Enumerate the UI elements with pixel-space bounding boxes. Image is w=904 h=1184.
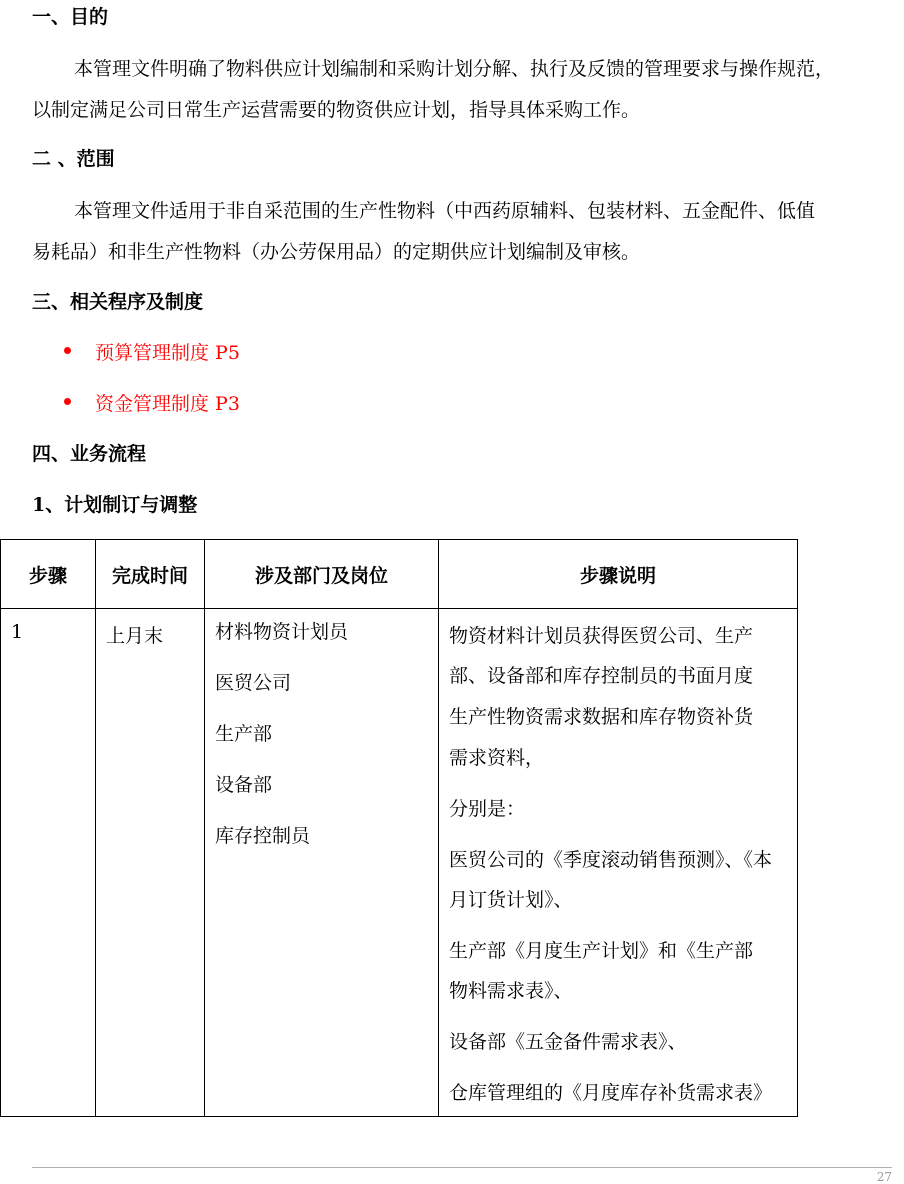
department-item: 生产部 — [215, 723, 273, 745]
section-heading-process: 四、业务流程 — [32, 443, 147, 465]
footer-divider — [32, 1167, 892, 1168]
cell-departments — [205, 609, 439, 1117]
cell-step — [1, 609, 96, 1117]
description-line: 分别是： — [449, 798, 526, 820]
description-line: 需求资料， — [449, 747, 545, 769]
subsection-heading-planning: 1、计划制订与调整 — [32, 494, 198, 516]
description-line: 设备部《五金备件需求表》、 — [449, 1031, 687, 1053]
description-line: 生产部《月度生产计划》和《生产部 — [449, 940, 754, 962]
purpose-line-2: 以制定满足公司日常生产运营需要的物资供应计划，指导具体采购工作。 — [32, 99, 641, 121]
bullet-icon — [64, 347, 71, 354]
process-steps-table — [0, 539, 798, 1117]
cell-time — [96, 609, 205, 1117]
section-heading-related: 三、相关程序及制度 — [32, 291, 204, 313]
step-number: 1 — [11, 621, 24, 643]
section-heading-scope: 二 、范围 — [32, 148, 115, 170]
scope-line-1: 本管理文件适用于非自采范围的生产性物料（中西药原辅料、包装材料、五金配件、低值 — [74, 200, 816, 222]
scope-line-2: 易耗品）和非生产性物料（办公劳保用品）的定期供应计划编制及审核。 — [32, 241, 641, 263]
description-line: 生产性物资需求数据和库存物资补货 — [449, 706, 754, 728]
header-step: 步骤 — [1, 540, 96, 609]
related-link-funds[interactable]: 资金管理制度 P3 — [95, 393, 240, 415]
description-line: 部、设备部和库存控制员的书面月度 — [449, 665, 754, 687]
table-row — [1, 609, 798, 1117]
header-departments: 涉及部门及岗位 — [205, 540, 439, 609]
description-line: 物料需求表》、 — [449, 980, 573, 1002]
description-line: 月订货计划》、 — [449, 889, 573, 911]
department-item: 库存控制员 — [215, 825, 311, 847]
description-line: 仓库管理组的《月度库存补货需求表》 — [449, 1082, 773, 1104]
department-item: 医贸公司 — [215, 672, 292, 694]
department-item: 材料物资计划员 — [215, 621, 349, 643]
section-heading-purpose: 一、目的 — [32, 6, 109, 28]
bullet-icon — [64, 398, 71, 405]
purpose-line-1: 本管理文件明确了物料供应计划编制和采购计划分解、执行及反馈的管理要求与操作规范， — [74, 58, 835, 80]
description-line: 医贸公司的《季度滚动销售预测》、《本 — [449, 849, 773, 871]
completion-time: 上月末 — [106, 625, 164, 647]
header-time: 完成时间 — [96, 540, 205, 609]
page-number: 27 — [876, 1170, 892, 1184]
description-line: 物资材料计划员获得医贸公司、生产 — [449, 625, 754, 647]
department-item: 设备部 — [215, 774, 273, 796]
header-description: 步骤说明 — [439, 540, 798, 609]
related-link-budget[interactable]: 预算管理制度 P5 — [95, 342, 240, 364]
cell-description — [439, 609, 798, 1117]
